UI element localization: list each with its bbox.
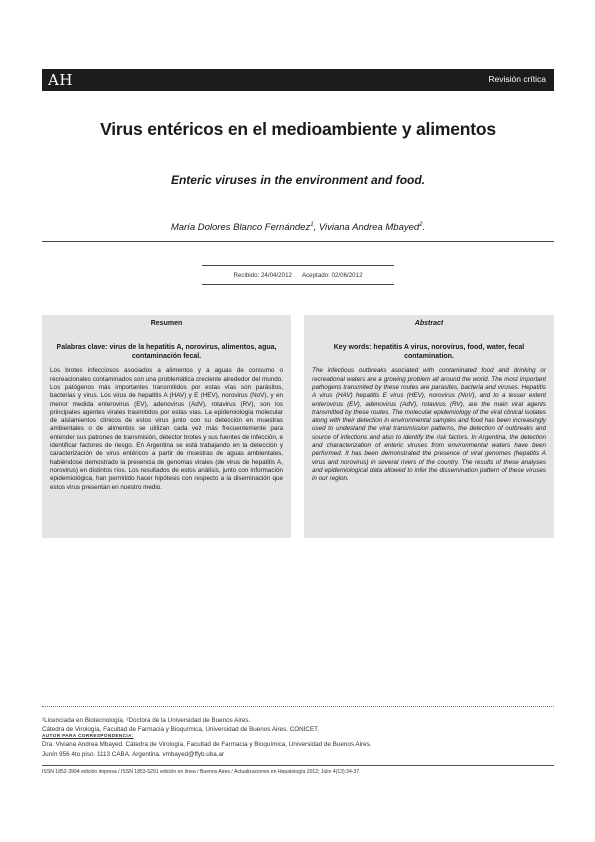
author-2: Viviana Andrea Mbayed	[318, 222, 420, 234]
correspondence-address: Junín 956 4to piso. 1113 CABA. Argentina. vmbayed@ffyb.uba.ar	[42, 750, 225, 758]
authors-divider	[42, 241, 554, 242]
resumen-heading: Resumen	[150, 320, 183, 327]
journal-logo: AH	[48, 71, 73, 89]
article-title: Virus entéricos en el medioambiente y alimentos	[100, 119, 496, 139]
footnote-affiliations: ¹Licenciada en Biotecnología. ²Doctora de la Universidad de Buenos Aires.	[42, 717, 251, 724]
header-bar	[42, 69, 554, 91]
footnote-divider	[42, 706, 554, 707]
footnote-institution: Cátedra de Virología, Facultad de Farmacia y Bioquímica, Universidad de Buenos Aires. CONICET.	[42, 726, 320, 734]
received-date: Recibido: 24/04/2012	[233, 271, 292, 279]
resumen-body: Los brotes infecciosos asociados a alimentos y a aguas de consumo o recreacionales contaminados son una problemática creciente alrededor del mundo. Los patógenos más importantes transmitidos por estas vías son parásitos, bacterias y virus. Los virus de hepatitis A (HAV) y E (HEV), norovirus (NoV), y en menor medida enterovirus (EV), adenovirus (AdV), rotavirus (RV), son los principales agentes virales trasmitidos por estas vías. La epidemiología molecular de aislamientos clínicos de estos virus junto con su detección en muestras ambientales o de alimentos se utilizan cada vez más frecuentemente para entender sus patrones de transmisión, detector brotes y sus fuentes de infección, e identificar factores de riesgo. En Argentina se está trabajando en la detección y caracterización de virus entéricos a partir de muestras de aguas ambientales, habiéndose demostrado la presencia de genomas virales (de virus de hepatitis A, norovirus) en distintos ríos. Los resultados de estos análisis, junto con información epidemiológica, han permitido hacer hipótesis con respecto a la diseminación que estos virus presentan en nuestro medio.	[50, 367, 283, 491]
authors-end: .	[422, 222, 426, 234]
authors-line	[42, 222, 554, 233]
correspondence-author: Dra. Viviana Andrea Mbayed. Cátedra de Virología, Facultad de Farmacia y Bioquímica, Universidad de Buenos Aires.	[42, 741, 372, 749]
resumen-panel	[42, 315, 291, 538]
dates-box	[202, 265, 394, 285]
author-1-mark: 1	[310, 222, 314, 228]
footer-divider	[42, 765, 554, 766]
author-2-mark: 2	[419, 222, 423, 228]
footnotes	[42, 716, 554, 759]
palabras-clave: Palabras clave: virus de la hepatitis A, norovirus, alimentos, agua, contaminación fecal.	[56, 344, 277, 361]
abstract-heading: Abstract	[414, 320, 444, 327]
issn-line: ISSN 1852-3994 edición impresa / ISSN 1853-5291 edición en línea / Buenos Aires / Actualizaciones en Hepatología 2012; Julio 4(13):34-37.	[42, 769, 361, 775]
key-words: Key words: hepatitis A virus, norovirus, food, water, fecal contamination.	[333, 344, 525, 361]
abstract-panel	[304, 315, 554, 538]
author-separator: ,	[313, 222, 319, 234]
accepted-date: Aceptado: 02/06/2012	[301, 271, 363, 279]
section-label: Revisión crítica	[488, 74, 546, 84]
correspondence-heading: AUTOR PARA CORRESPONDENCIA:	[42, 734, 134, 740]
abstract-body: The infectious outbreaks asociated with contaminated food and drinking or recreational waters are a growing problem all around the world. The most important pathogens transmited by these routes are parasites, bacteria and viruses. Hepatitis A virus (HAV) hepatitis E virus (HEV), norovirus (NoV), and to a lesser extent enterovirus (EV), adenovirus (AdV), rotavirus (RV), are the main viral agents transmitted by these routes. The molecular epidemiology of the viral clinical isolates along with their detection in environmental samples and food has been increasingly used to undestand the viral transmission patterns, the detection of outbreaks and source of infections and also to identify the risk factors. In Argentina, the detection and characterization of enteric viruses from environmental waters have been performed. It has been demonstrated the presence of viral genomes (hepatitis A virus and norovirus) in several rivers of the country. The results of these analyses and epidemiological data allowed to infer the dissemination pattern of these viruses in our region.	[312, 367, 546, 483]
author-1: María Dolores Blanco Fernández	[170, 222, 311, 234]
article-subtitle: Enteric viruses in the environment and food.	[170, 173, 426, 187]
